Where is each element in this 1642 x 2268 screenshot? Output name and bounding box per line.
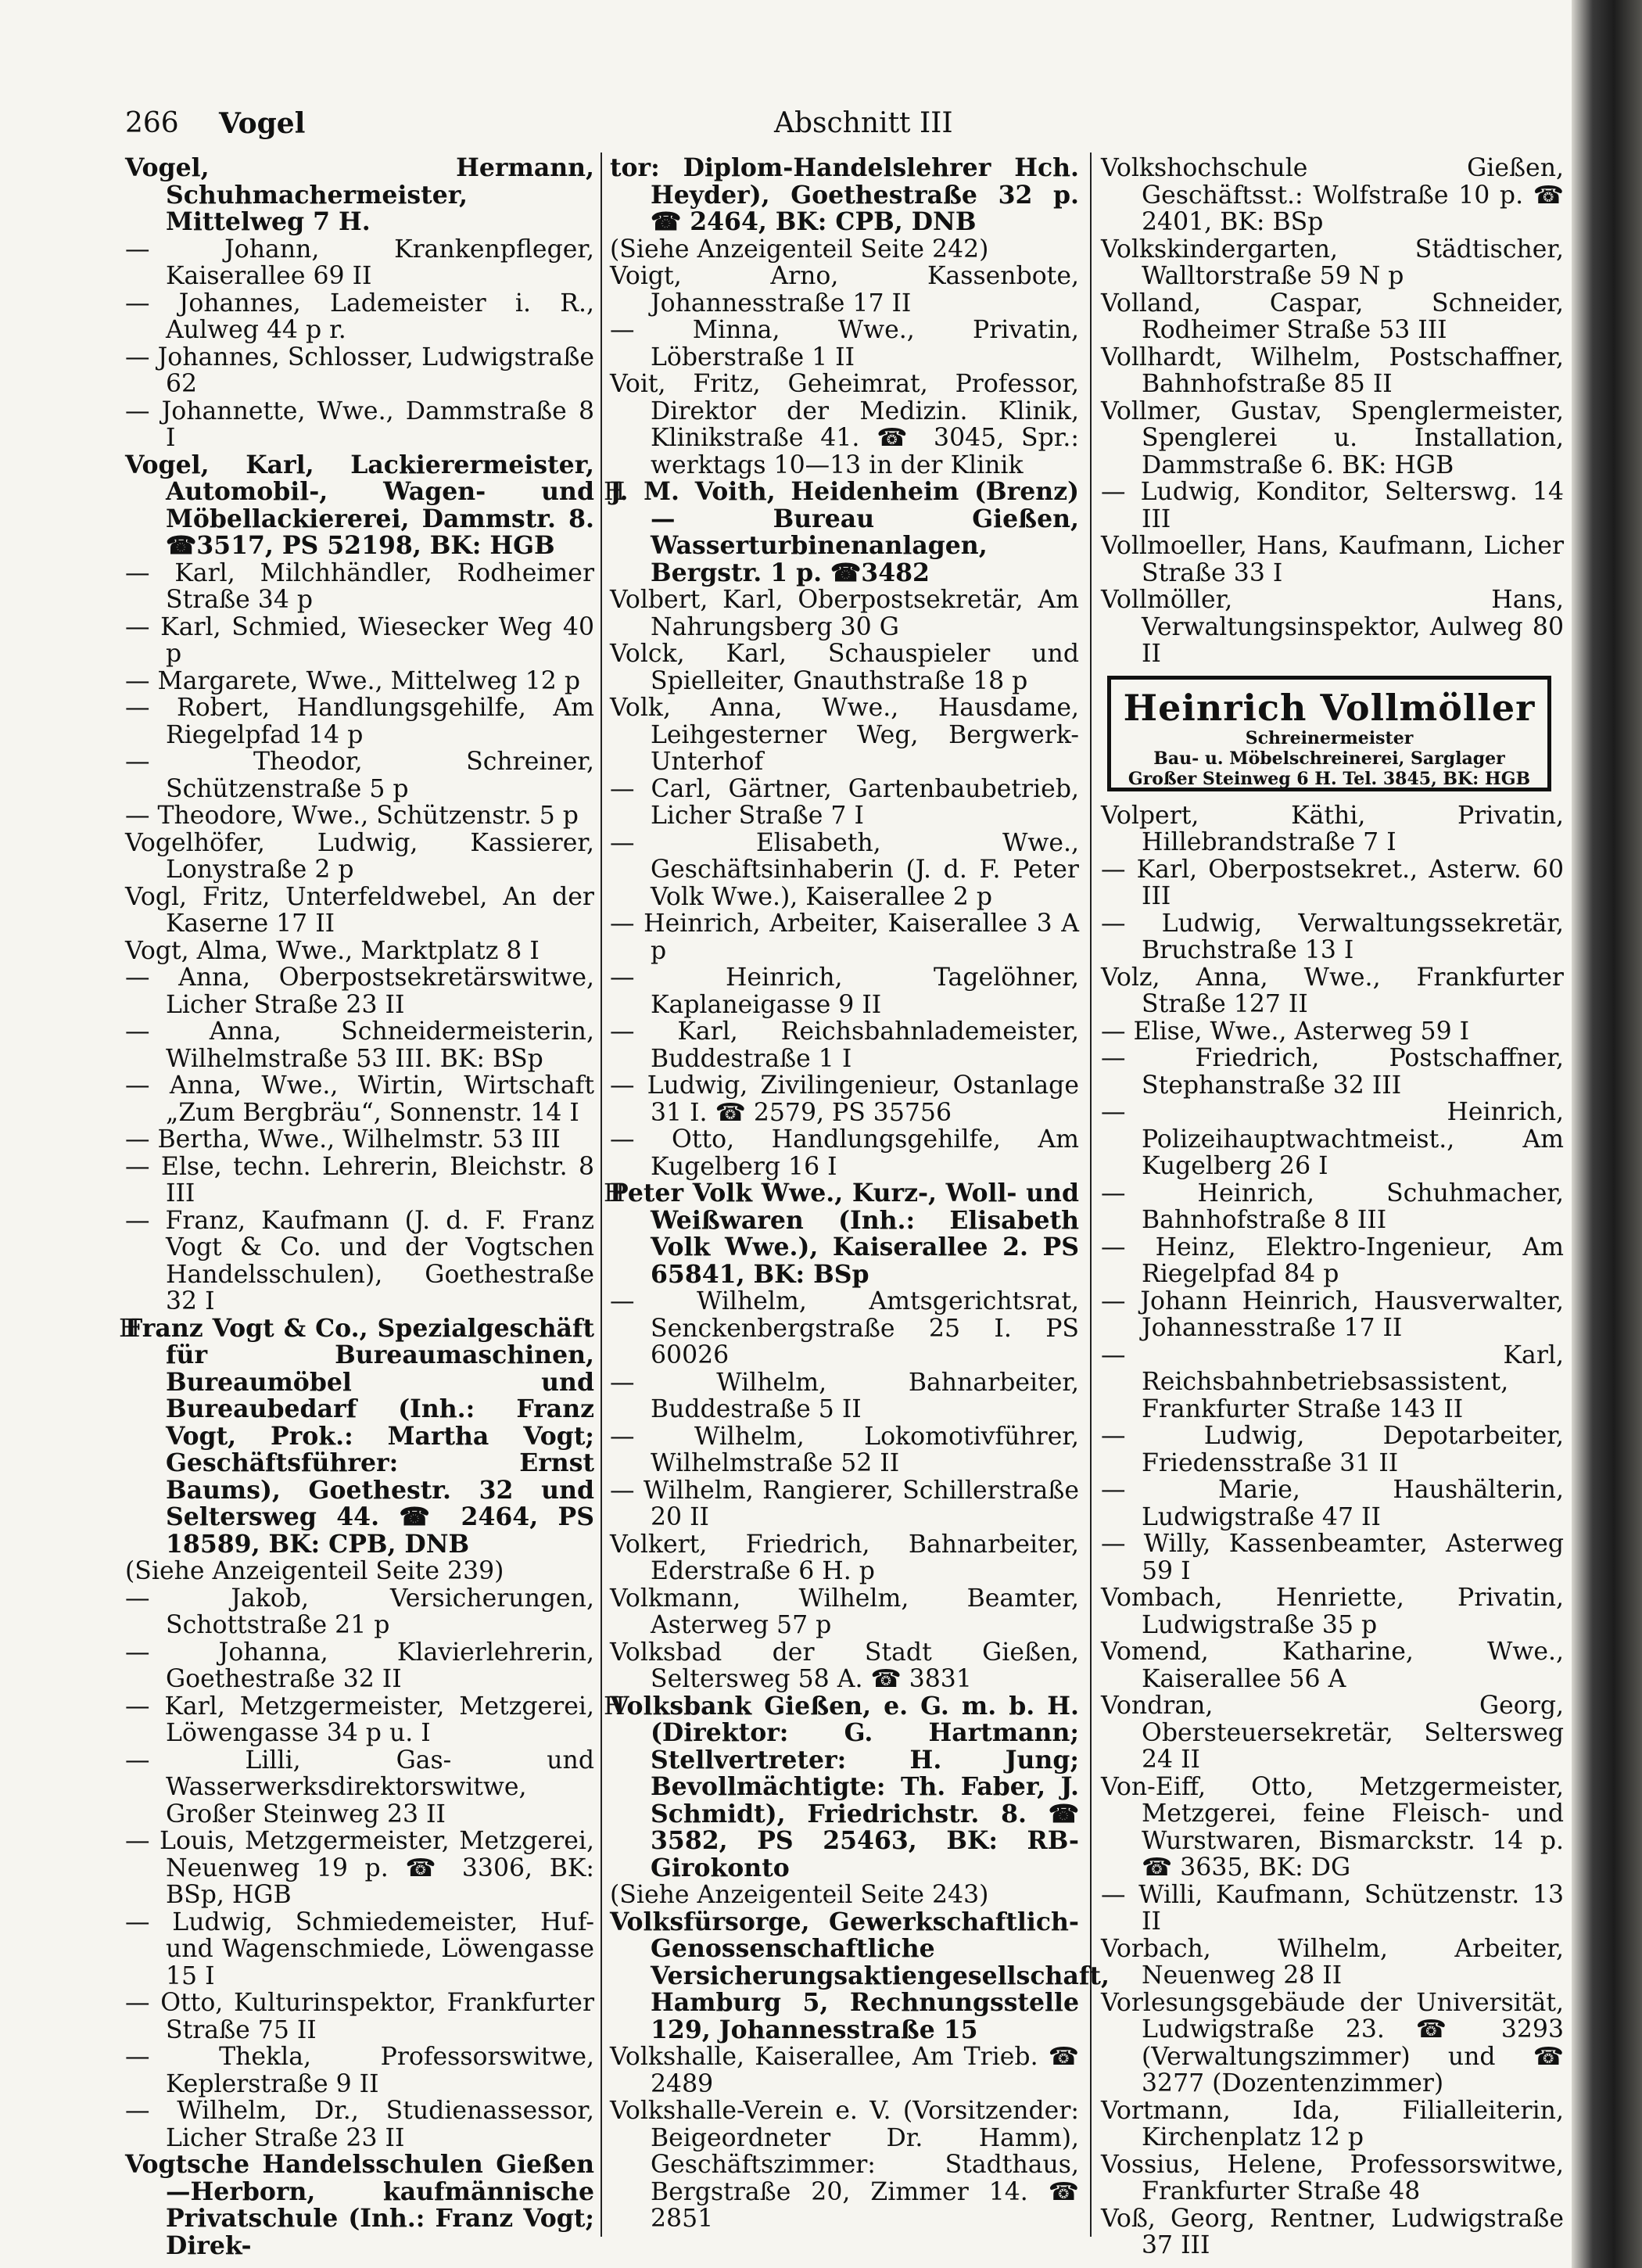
directory-entry: Vogl, Fritz, Unterfeldwebel, An der Kaserne 17 II <box>125 882 594 938</box>
directory-entry: (Siehe Anzeigenteil Seite 242) <box>610 235 989 264</box>
directory-entry: — Heinrich, Schuhmacher, Bahnhofstraße 8 III <box>1101 1179 1564 1234</box>
directory-entry: Volland, Caspar, Schneider, Rodheimer Straße 53 III <box>1101 289 1564 344</box>
directory-entry: — Karl, Metzgermeister, Metzgerei, Löwengasse 34 p u. I <box>125 1692 594 1747</box>
directory-entry: — Jakob, Versicherungen, Schottstraße 21 p <box>125 1584 594 1639</box>
directory-entry: Volkshalle, Kaiserallee, Am Trieb. ☎ 2489 <box>610 2043 1079 2098</box>
directory-entry: — Johannette, Wwe., Dammstraße 8 I <box>125 397 594 452</box>
column-divider <box>601 153 602 2237</box>
directory-entry: Volk, Anna, Wwe., Hausdame, Leihgesterner Weg, Bergwerk-Unterhof <box>610 694 1079 776</box>
directory-entry: — Wilhelm, Rangierer, Schillerstraße 20 II <box>610 1476 1079 1531</box>
directory-entry: — Wilhelm, Amtsgerichtsrat, Senckenbergstraße 25 I. PS 60026 <box>610 1287 1079 1369</box>
directory-entry: — Franz, Kaufmann (J. d. F. Franz Vogt & Co. und der Vogtschen Handelsschulen), Goethestraße 32 I <box>125 1206 594 1315</box>
directory-entry: — Johannes, Lademeister i. R., Aulweg 44 p r. <box>125 289 594 344</box>
directory-entry: — Wilhelm, Lokomotivführer, Wilhelmstraße 52 II <box>610 1422 1079 1477</box>
directory-entry: Volkmann, Wilhelm, Beamter, Asterweg 57 p <box>610 1584 1079 1639</box>
ad-title: Schreinermeister <box>1245 727 1414 748</box>
directory-entry: — Wilhelm, Dr., Studienassessor, Licher Straße 23 II <box>125 2097 594 2152</box>
directory-entry: H J. M. Voith, Heidenheim (Brenz) — Bureau Gießen, Wasserturbinenanlagen, Bergstr. 1 p. ☎3482 <box>610 479 1079 587</box>
directory-entry: — Ludwig, Schmiedemeister, Huf- und Wagenschmiede, Löwengasse 15 I <box>125 1907 594 1990</box>
directory-entry: H Peter Volk Wwe., Kurz-, Woll- und Weißwaren (Inh.: Elisabeth Volk Wwe.), Kaiserallee 2. PS 65841, BK: BSp <box>610 1180 1079 1288</box>
column-divider <box>1090 153 1092 2237</box>
directory-entry: Volbert, Karl, Oberpostsekretär, Am Nahrungsberg 30 G <box>610 586 1079 641</box>
advertisement-box <box>1107 676 1551 791</box>
ad-services: Bau- u. Möbelschreinerei, Sarglager <box>1153 748 1505 769</box>
directory-entry: Vondran, Georg, Obersteuersekretär, Seltersweg 24 II <box>1101 1692 1564 1774</box>
directory-entry: — Anna, Oberpostsekretärswitwe, Licher Straße 23 II <box>125 964 594 1019</box>
directory-entry: — Wilhelm, Bahnarbeiter, Buddestraße 5 II <box>610 1368 1079 1423</box>
directory-entry: — Robert, Handlungsgehilfe, Am Riegelpfad 14 p <box>125 694 594 749</box>
directory-entry: tor: Diplom-Handelslehrer Hch. Heyder), Goethestraße 32 p. ☎ 2464, BK: CPB, DNB <box>610 153 1079 236</box>
section-title: Abschnitt III <box>774 107 953 139</box>
directory-entry: Volck, Karl, Schauspieler und Spielleiter, Gnauthstraße 18 p <box>610 640 1079 695</box>
directory-entry: Volpert, Käthi, Privatin, Hillebrandstraße 7 I <box>1101 801 1564 856</box>
page-header <box>117 100 1548 147</box>
directory-entry: — Otto, Kulturinspektor, Frankfurter Straße 75 II <box>125 1989 594 2044</box>
directory-entry: Vogt, Alma, Wwe., Marktplatz 8 I <box>125 936 540 965</box>
directory-entry: Voß, Georg, Rentner, Ludwigstraße 37 III <box>1101 2204 1564 2259</box>
directory-entry: Vortmann, Ida, Filialleiterin, Kirchenplatz 12 p <box>1101 2096 1564 2151</box>
column-1 <box>125 155 594 2259</box>
directory-entry: — Elisabeth, Wwe., Geschäftsinhaberin (J. d. F. Peter Volk Wwe.), Kaiserallee 2 p <box>610 828 1079 911</box>
directory-entry: H Volksbank Gießen, e. G. m. b. H. (Direktor: G. Hartmann; Stellvertreter: H. Jung; Bevollmächtigte: Th. Faber, J. Schmidt), Friedrichstr. 8. ☎ 3582, PS 25463, BK: RB-Girokonto <box>610 1693 1079 1882</box>
directory-entry: — Ludwig, Depotarbeiter, Friedensstraße 31 II <box>1101 1422 1564 1477</box>
directory-entry: — Heinrich, Tagelöhner, Kaplaneigasse 9 II <box>610 964 1079 1019</box>
directory-entry: — Willy, Kassenbeamter, Asterweg 59 I <box>1101 1530 1564 1585</box>
directory-entry: — Karl, Oberpostsekret., Asterw. 60 III <box>1101 855 1564 910</box>
directory-entry: Volksfürsorge, Gewerkschaftlich-Genossenschaftliche Versicherungsaktiengesellschaft, Hamburg 5, Rechnungsstelle 129, Johannesstraße 15 <box>610 1907 1110 2044</box>
directory-entry: — Marie, Haushälterin, Ludwigstraße 47 II <box>1101 1476 1564 1531</box>
directory-entry: — Ludwig, Verwaltungssekretär, Bruchstraße 13 I <box>1101 909 1564 964</box>
directory-entry: — Anna, Wwe., Wirtin, Wirtschaft „Zum Bergbräu“, Sonnenstr. 14 I <box>125 1071 594 1127</box>
directory-entry: (Siehe Anzeigenteil Seite 239) <box>125 1557 504 1585</box>
directory-entry: — Anna, Schneidermeisterin, Wilhelmstraße 53 III. BK: BSp <box>125 1017 594 1073</box>
directory-entry: Volkshalle-Verein e. V. (Vorsitzender: Beigeordneter Dr. Hamm), Geschäftszimmer: Stadthaus, Bergstraße 20, Zimmer 14. ☎ 2851 <box>610 2097 1079 2233</box>
directory-entry: — Johann Heinrich, Hausverwalter, Johannesstraße 17 II <box>1101 1287 1564 1342</box>
page-number: 266 <box>125 107 179 139</box>
directory-entry: — Otto, Handlungsgehilfe, Am Kugelberg 16 I <box>610 1125 1079 1181</box>
directory-entry: Vollmoeller, Hans, Kaufmann, Licher Straße 33 I <box>1101 532 1564 587</box>
directory-entry: — Elise, Wwe., Asterweg 59 I <box>1101 1017 1470 1046</box>
directory-entry: — Karl, Schmied, Wiesecker Weg 40 p <box>125 612 594 668</box>
directory-entry: — Louis, Metzgermeister, Metzgerei, Neuenweg 19 p. ☎ 3306, BK: BSp, HGB <box>125 1827 594 1909</box>
directory-entry: — Karl, Reichsbahnlademeister, Buddestraße 1 I <box>610 1017 1079 1073</box>
directory-entry: — Willi, Kaufmann, Schützenstr. 13 II <box>1101 1880 1564 1936</box>
running-head-name: Vogel <box>219 107 306 140</box>
directory-entry: Volz, Anna, Wwe., Frankfurter Straße 127 II <box>1101 963 1564 1018</box>
directory-entry: — Ludwig, Zivilingenieur, Ostanlage 31 I. ☎ 2579, PS 35756 <box>610 1071 1079 1127</box>
directory-entry: (Siehe Anzeigenteil Seite 243) <box>610 1881 989 1909</box>
directory-entry: — Johannes, Schlosser, Ludwigstraße 62 <box>125 343 594 398</box>
directory-entry: — Johann, Krankenpfleger, Kaiserallee 69 II <box>125 235 594 290</box>
directory-entry: Vogel, Karl, Lackierermeister, Automobil-, Wagen- und Möbellackiererei, Dammstr. 8. ☎3517, PS 52198, BK: HGB <box>125 450 594 560</box>
directory-entry: — Theodor, Schreiner, Schützenstraße 5 p <box>125 748 594 803</box>
directory-entry: Volkert, Friedrich, Bahnarbeiter, Ederstraße 6 H. p <box>610 1530 1079 1585</box>
column-3-bottom-entries <box>1101 802 1564 2259</box>
directory-entry: Vollmöller, Hans, Verwaltungsinspektor, Aulweg 80 II <box>1101 586 1564 668</box>
directory-entry: — Karl, Reichsbahnbetriebsassistent, Frankfurter Straße 143 II <box>1101 1340 1564 1423</box>
directory-entry: — Minna, Wwe., Privatin, Löberstraße 1 II <box>610 316 1079 371</box>
directory-entry: — Bertha, Wwe., Wilhelmstr. 53 III <box>125 1125 561 1154</box>
directory-entry: Vollhardt, Wilhelm, Postschaffner, Bahnhofstraße 85 II <box>1101 343 1564 398</box>
directory-entry: — Thekla, Professorswitwe, Keplerstraße 9 II <box>125 2043 594 2098</box>
column-2 <box>610 153 1110 2233</box>
directory-entry: — Carl, Gärtner, Gartenbaubetrieb, Licher Straße 7 I <box>610 774 1079 830</box>
directory-entry: Voigt, Arno, Kassenbote, Johannesstraße 17 II <box>610 262 1079 318</box>
directory-entry: — Ludwig, Konditor, Selterswg. 14 III <box>1101 478 1564 533</box>
directory-entry: Volksbad der Stadt Gießen, Seltersweg 58 A. ☎ 3831 <box>610 1638 1079 1693</box>
directory-entry: — Lilli, Gas- und Wasserwerksdirektorswitwe, Großer Steinweg 23 II <box>125 1746 594 1828</box>
directory-entry: Vombach, Henriette, Privatin, Ludwigstraße 35 p <box>1101 1584 1564 1639</box>
directory-entry: — Theodore, Wwe., Schützenstr. 5 p <box>125 802 579 830</box>
directory-entry: — Heinz, Elektro-Ingenieur, Am Riegelpfad 84 p <box>1101 1233 1564 1288</box>
directory-entry: Vomend, Katharine, Wwe., Kaiserallee 56 A <box>1101 1638 1564 1693</box>
directory-entry: Vorbach, Wilhelm, Arbeiter, Neuenweg 28 II <box>1101 1934 1564 1990</box>
ad-company-name: Heinrich Vollmöller <box>1123 686 1536 729</box>
directory-entry: Vogelhöfer, Ludwig, Kassierer, Lonystraße 2 p <box>125 828 594 884</box>
directory-entry: Volkskindergarten, Städtischer, Walltorstraße 59 N p <box>1101 235 1564 290</box>
directory-entry: Vorlesungsgebäude der Universität, Ludwigstraße 23. ☎ 3293 (Verwaltungszimmer) und ☎ 3277 (Dozentenzimmer) <box>1101 1988 1564 2098</box>
directory-entry: — Johanna, Klavierlehrerin, Goethestraße 32 II <box>125 1638 594 1693</box>
directory-entry: Von-Eiff, Otto, Metzgermeister, Metzgerei, feine Fleisch- und Wurstwaren, Bismarckstr. 14 p. ☎ 3635, BK: DG <box>1101 1772 1564 1882</box>
directory-entry: — Else, techn. Lehrerin, Bleichstr. 8 III <box>125 1152 594 1208</box>
directory-entry: Vossius, Helene, Professorswitwe, Frankfurter Straße 48 <box>1101 2150 1564 2205</box>
column-3 <box>1101 155 1564 2259</box>
directory-entry: — Karl, Milchhändler, Rodheimer Straße 34 p <box>125 558 594 614</box>
ad-address: Großer Steinweg 6 H. Tel. 3845, BK: HGB <box>1128 768 1531 789</box>
directory-entry: Voit, Fritz, Geheimrat, Professor, Direktor der Medizin. Klinik, Klinikstraße 41. ☎ 3045, Spr.: werktags 10—13 in der Klinik <box>610 370 1079 479</box>
directory-entry: Vogtsche Handelsschulen Gießen—Herborn, kaufmännische Privatschule (Inh.: Franz Vogt; Direk- <box>125 2150 594 2260</box>
directory-entry: — Friedrich, Postschaffner, Stephanstraße 32 III <box>1101 1044 1564 1100</box>
directory-entry: Vogel, Hermann, Schuhmachermeister, Mittelweg 7 H. <box>125 153 594 236</box>
column-3-top-entries <box>1101 155 1564 668</box>
book-gutter <box>1572 0 1642 2268</box>
directory-entry: — Heinrich, Arbeiter, Kaiserallee 3 A p <box>610 910 1079 965</box>
directory-entry: Vollmer, Gustav, Spenglermeister, Spenglerei u. Installation, Dammstraße 6. BK: HGB <box>1101 397 1564 479</box>
directory-entry: H Franz Vogt & Co., Spezialgeschäft für Bureaumaschinen, Bureaumöbel und Bureaubedarf (Inh.: Franz Vogt, Prok.: Martha Vogt; Geschäftsführer: Ernst Baums), Goethestr. 32 und Seltersweg 44. ☎ 2464, PS 18589, BK: CPB, DNB <box>125 1315 594 1559</box>
directory-entry: Volkshochschule Gießen, Geschäftsst.: Wolfstraße 10 p. ☎ 2401, BK: BSp <box>1101 154 1564 236</box>
directory-entry: — Margarete, Wwe., Mittelweg 12 p <box>125 666 580 695</box>
directory-entry: — Heinrich, Polizeihauptwachtmeist., Am Kugelberg 26 I <box>1101 1098 1564 1180</box>
